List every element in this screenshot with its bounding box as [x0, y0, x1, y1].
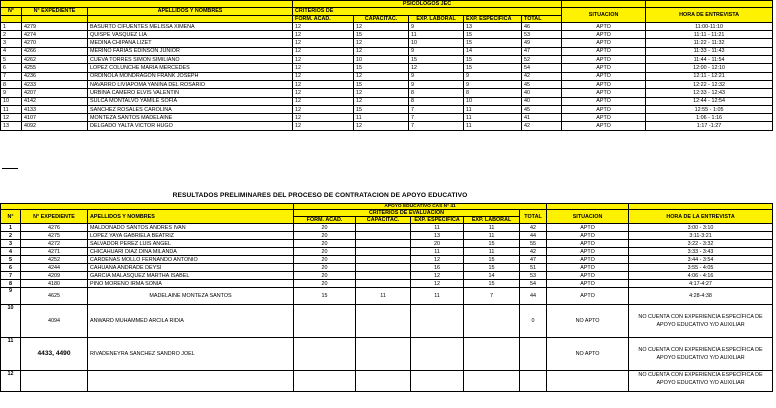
- table-row: [1, 56, 773, 64]
- table-cell: 8: [1, 280, 21, 288]
- table-cell: 13: [411, 232, 464, 240]
- table-cell: APTO: [562, 31, 646, 39]
- table-cell: 12: [293, 47, 354, 55]
- table-cell: 53: [522, 31, 562, 39]
- table-cell: 12: [293, 97, 354, 105]
- blank-header: [1, 1, 293, 8]
- table-cell: 4:06 - 4:16: [629, 272, 773, 280]
- table-cell: 8: [409, 89, 464, 97]
- table-cell: APTO: [562, 56, 646, 64]
- table-row: [1, 256, 773, 264]
- table-row: [1, 280, 773, 288]
- table-row: [1, 89, 773, 97]
- header-num: N°: [1, 8, 22, 15]
- table-cell: 15: [464, 39, 522, 47]
- table-row: [1, 272, 773, 280]
- table-cell: APTO: [547, 240, 629, 248]
- table-cell: 40: [522, 97, 562, 105]
- table-cell: APTO: [562, 89, 646, 97]
- table-cell: APTO: [547, 272, 629, 280]
- table-cell: 10: [409, 39, 464, 47]
- table-cell: 4: [1, 47, 22, 55]
- table-cell: 12: [411, 272, 464, 280]
- table-cell: 4279: [22, 22, 88, 30]
- table-cell: 4270: [22, 39, 88, 47]
- table-cell: 12: [293, 89, 354, 97]
- table-row: [1, 97, 773, 105]
- table-cell: 11: [464, 122, 522, 130]
- subtitle: APOYO EDUCATIVO CAS N° 41: [294, 204, 547, 210]
- table-cell: 20: [294, 232, 356, 240]
- table-cell: 9: [464, 80, 522, 88]
- t2-header-exp-laboral: EXP. LABORAL: [464, 217, 520, 224]
- table-cell: 12: [354, 39, 409, 47]
- header-exp-especifica: EXP. ESPECIFICA: [464, 15, 522, 22]
- table-cell: 1:17 -1:27: [646, 122, 773, 130]
- table-cell: MEDINA CHIPANA LIZET: [88, 39, 293, 47]
- table-cell: 47: [520, 256, 547, 264]
- table-cell: 4255: [22, 64, 88, 72]
- table-cell: 12: [293, 105, 354, 113]
- table-cell: 9: [409, 80, 464, 88]
- criterios-header: CRITERIOS DE: [293, 8, 562, 15]
- t2-header-expediente: N° EXPEDIENTE: [21, 210, 88, 224]
- table-cell: APTO: [562, 80, 646, 88]
- table-cell: APTO: [562, 22, 646, 30]
- table-cell: 11: [464, 105, 522, 113]
- table-cell: 15: [464, 240, 520, 248]
- table-cell: 8: [1, 80, 22, 88]
- header-hora: HORA DE ENTREVISTA: [646, 8, 773, 23]
- table-cell: APTO: [547, 256, 629, 264]
- table-cell: 4207: [22, 89, 88, 97]
- table-row: [1, 114, 773, 122]
- table-cell: [356, 240, 411, 248]
- table-cell: 7: [1, 72, 22, 80]
- table-cell: 11: [411, 248, 464, 256]
- table-cell: 4107: [22, 114, 88, 122]
- table-cell: 4209: [21, 272, 88, 280]
- table-cell: 14: [464, 47, 522, 55]
- table-cell: ORDINOLA MONDRAGON FRANK JOSEPH: [88, 72, 293, 80]
- table-cell: 12: [411, 256, 464, 264]
- table-cell: 1: [1, 22, 22, 30]
- table-row: [1, 224, 773, 232]
- table-cell: 11:44 - 11:54: [646, 56, 773, 64]
- table-cell: MALDONADO SANTOS ANDRES IVAN: [88, 224, 294, 232]
- table-cell: 4: [1, 248, 21, 256]
- table-cell: LOPEZ YAYA GABRIELA BEATRIZ: [88, 232, 294, 240]
- table-cell: 7: [1, 272, 21, 280]
- table-cell: 15: [464, 280, 520, 288]
- table-cell: 9: [1, 89, 22, 97]
- table-cell: 12: [354, 22, 409, 30]
- table-cell: 42: [520, 224, 547, 232]
- table-cell: 15: [354, 64, 409, 72]
- table-cell: SANCHEZ ROSALES CAROLINA: [88, 105, 293, 113]
- table-row: [1, 240, 773, 248]
- table-cell: 11:22 - 11:32: [646, 39, 773, 47]
- table-row: 11 4433, 4490 RIVADENEYRA SANCHEZ SANDRO JOEL NO APTO NO CUENTA CON EXPERIENCIA ESPECÍFICA DE APOYO EDUCATIVO Y/O AUXILIAR: [1, 338, 773, 371]
- table-cell: 11: [411, 224, 464, 232]
- table-cell: 9: [409, 72, 464, 80]
- table-cell: 11: [464, 248, 520, 256]
- table-cell: 1: [1, 224, 21, 232]
- table-cell: 12: [293, 122, 354, 130]
- table-cell: APTO: [562, 39, 646, 47]
- apoyo-educativo-table: [0, 203, 773, 392]
- table-cell: 15: [354, 105, 409, 113]
- table-cell: APTO: [562, 105, 646, 113]
- table-cell: 13: [1, 122, 22, 130]
- table-cell: APTO: [562, 64, 646, 72]
- header-capacitac: CAPACITAC.: [354, 15, 409, 22]
- table-row: [1, 72, 773, 80]
- table-cell: 3:11-3:21: [629, 232, 773, 240]
- table-cell: 45: [522, 105, 562, 113]
- table-cell: APTO: [562, 47, 646, 55]
- t2-header-exp-especifica: EXP. ESPECIFICA: [411, 217, 464, 224]
- header-total: TOTAL: [522, 15, 562, 22]
- table-cell: APTO: [562, 72, 646, 80]
- t2-header-capacitac: CAPACITAC.: [356, 217, 411, 224]
- table-cell: 55: [520, 240, 547, 248]
- table-cell: 54: [520, 280, 547, 288]
- table-cell: 41: [522, 114, 562, 122]
- table-cell: 4:17-4:27: [629, 280, 773, 288]
- table-cell: 3: [1, 39, 22, 47]
- table-cell: 10: [1, 97, 22, 105]
- header-expediente: N° EXPEDIENTE: [22, 8, 88, 15]
- table-cell: 15: [409, 56, 464, 64]
- table-cell: 10: [354, 56, 409, 64]
- t2-criterios: CRITERIOS DE EVALUACIÓN: [294, 210, 520, 217]
- table-cell: 40: [522, 89, 562, 97]
- table-cell: 6: [1, 264, 21, 272]
- table-cell: 12:22 - 12:32: [646, 80, 773, 88]
- table-cell: 16: [411, 264, 464, 272]
- table-cell: 5: [1, 256, 21, 264]
- table-cell: 4133: [22, 105, 88, 113]
- table-cell: 4271: [21, 248, 88, 256]
- table-cell: APTO: [547, 224, 629, 232]
- table-cell: 20: [294, 256, 356, 264]
- table-cell: MERINO FARIAS EDINSON JUNIOR: [88, 47, 293, 55]
- table-cell: 42: [520, 248, 547, 256]
- table-cell: CARDENAS MOLLO FERNANDO ANTONIO: [88, 256, 294, 264]
- t2-header-nombres: APELLIDOS Y NOMBRES: [88, 210, 294, 224]
- table-cell: LOPEZ COLUNCHE MARIA MERCEDES: [88, 64, 293, 72]
- table-cell: 7: [409, 114, 464, 122]
- table-cell: 4233: [22, 80, 88, 88]
- table-cell: 8: [409, 97, 464, 105]
- table-cell: 11:33 - 11:43: [646, 47, 773, 55]
- table-cell: 12: [293, 64, 354, 72]
- table-cell: 3:55 - 4:05: [629, 264, 773, 272]
- table-cell: 12:00 - 12:10: [646, 64, 773, 72]
- table-cell: URBINA CAMERO ELVIS VALENTIN: [88, 89, 293, 97]
- table-cell: 3: [1, 240, 21, 248]
- table-cell: CUEVA TORRES SIMON SIMILIANO: [88, 56, 293, 64]
- table-cell: APTO: [547, 248, 629, 256]
- table-cell: 11: [464, 232, 520, 240]
- table-cell: [356, 272, 411, 280]
- table-cell: 8: [464, 89, 522, 97]
- psicologos-table: [0, 0, 773, 131]
- t2-header-situacion: SITUACION: [547, 210, 629, 224]
- table-cell: 47: [522, 47, 562, 55]
- table-cell: [356, 256, 411, 264]
- table-cell: 12: [354, 97, 409, 105]
- table-cell: 49: [522, 39, 562, 47]
- table-cell: 53: [520, 272, 547, 280]
- table-cell: 3:22 - 3:32: [629, 240, 773, 248]
- table-cell: CHICAHUARI DIAZ DINA MILANDA: [88, 248, 294, 256]
- separator-line: [2, 168, 18, 169]
- table-cell: 42: [522, 72, 562, 80]
- table-cell: BASURTO CIFUENTES MELISSA XIMENA: [88, 22, 293, 30]
- table-cell: [356, 264, 411, 272]
- table-cell: 4274: [22, 31, 88, 39]
- table-cell: QUISPE VASQUEZ LIA: [88, 31, 293, 39]
- table-cell: 2: [1, 232, 21, 240]
- table-cell: 20: [294, 240, 356, 248]
- table-cell: SALVADOR PEREZ LUIS ANGEL: [88, 240, 294, 248]
- table-cell: 5: [1, 56, 22, 64]
- table-cell: 15: [354, 80, 409, 88]
- table-cell: 9: [464, 72, 522, 80]
- table-cell: 12:44 - 12:54: [646, 97, 773, 105]
- table-cell: 15: [464, 256, 520, 264]
- table-cell: 11: [464, 224, 520, 232]
- table-cell: 12: [354, 122, 409, 130]
- table-cell: 12: [293, 56, 354, 64]
- table-cell: 42: [522, 122, 562, 130]
- table-row: [1, 232, 773, 240]
- table-cell: 4142: [22, 97, 88, 105]
- table-row: [1, 64, 773, 72]
- table-row: [1, 22, 773, 30]
- table-row: [1, 80, 773, 88]
- table-row: [1, 31, 773, 39]
- table-cell: 12:33 - 12:43: [646, 89, 773, 97]
- table-cell: 7: [409, 105, 464, 113]
- table-cell: APTO: [562, 114, 646, 122]
- table-row: 9 4625 MADELAINE MONTEZA SANTOS 15 11 11 7 44 APTO 4:28-4:38: [1, 288, 773, 305]
- table-cell: 4252: [21, 256, 88, 264]
- table-cell: 12: [354, 47, 409, 55]
- table-cell: 3:33 - 3:43: [629, 248, 773, 256]
- table-cell: 12: [293, 31, 354, 39]
- table-cell: [356, 280, 411, 288]
- table-cell: 20: [294, 224, 356, 232]
- table-row: [1, 105, 773, 113]
- table-cell: 51: [520, 264, 547, 272]
- table-cell: 14: [464, 272, 520, 280]
- table-cell: NAVARRO LIVIAPOMA YANINA DEL ROSARIO: [88, 80, 293, 88]
- table-cell: 11: [464, 114, 522, 122]
- table-cell: DELGADO YALTA VICTOR HUGO: [88, 122, 293, 130]
- table-cell: 1:06 - 1:16: [646, 114, 773, 122]
- table-cell: 12: [1, 114, 22, 122]
- table-cell: 15: [464, 31, 522, 39]
- table-cell: 4262: [22, 56, 88, 64]
- table-cell: 4092: [22, 122, 88, 130]
- table-row: [1, 122, 773, 130]
- header-nombres: APELLIDOS Y NOMBRES: [88, 8, 293, 15]
- table-cell: APTO: [562, 97, 646, 105]
- table-cell: 7: [409, 122, 464, 130]
- table-cell: 52: [522, 56, 562, 64]
- table-cell: 20: [294, 272, 356, 280]
- table-cell: 45: [522, 80, 562, 88]
- table-cell: 12: [409, 64, 464, 72]
- table-cell: APTO: [562, 122, 646, 130]
- table-cell: APTO: [547, 232, 629, 240]
- table-cell: 2: [1, 31, 22, 39]
- table-cell: 11: [1, 105, 22, 113]
- header-exp-laboral: EXP. LABORAL: [409, 15, 464, 22]
- table-cell: 6: [1, 64, 22, 72]
- table-cell: 44: [520, 232, 547, 240]
- table-cell: APTO: [547, 280, 629, 288]
- table-cell: SULCA MONTALVO YAMILE SOFIA: [88, 97, 293, 105]
- t2-header-hora: HORA DE LA ENTREVISTA: [629, 210, 773, 224]
- table-cell: 20: [294, 280, 356, 288]
- table-cell: 4266: [22, 47, 88, 55]
- table-cell: 15: [464, 64, 522, 72]
- table-cell: 11:11 - 11:21: [646, 31, 773, 39]
- table-cell: 12: [293, 39, 354, 47]
- table-cell: 12: [293, 22, 354, 30]
- table-cell: 4236: [22, 72, 88, 80]
- header-situacion: SITUACION: [562, 8, 646, 23]
- table-cell: 3:00 - 3:10: [629, 224, 773, 232]
- table-cell: 12: [354, 72, 409, 80]
- table-cell: 15: [464, 264, 520, 272]
- table-cell: 20: [294, 248, 356, 256]
- table-cell: APTO: [547, 264, 629, 272]
- table-cell: 20: [294, 264, 356, 272]
- table-row: [1, 264, 773, 272]
- table-cell: 4244: [21, 264, 88, 272]
- table-cell: CAHUANA ANDRADE DEYSI: [88, 264, 294, 272]
- table-cell: 4275: [21, 232, 88, 240]
- table-row: [1, 39, 773, 47]
- table-cell: 15: [464, 56, 522, 64]
- table-cell: 12: [354, 89, 409, 97]
- table-cell: 9: [409, 47, 464, 55]
- table-cell: MONTEZA SANTOS MADELAINE: [88, 114, 293, 122]
- table-cell: 54: [522, 64, 562, 72]
- table-cell: 11: [354, 114, 409, 122]
- group-header: PSICOLOGOS JEC: [293, 1, 562, 8]
- table-cell: 11:00-11:10: [646, 22, 773, 30]
- table-cell: 15: [354, 31, 409, 39]
- table-cell: 3:44 - 3:54: [629, 256, 773, 264]
- t2-header-total: TOTAL: [520, 210, 547, 224]
- table-cell: [356, 248, 411, 256]
- table-cell: 12:11 - 12:21: [646, 72, 773, 80]
- table-row: [1, 248, 773, 256]
- header-form-acad: FORM. ACAD.: [293, 15, 354, 22]
- table-row: [1, 47, 773, 55]
- table-cell: 4180: [21, 280, 88, 288]
- results-title: RESULTADOS PRELIMINARES DEL PROCESO DE CONTRATACION DE APOYO EDUCATIVO: [172, 192, 468, 199]
- table-cell: 12: [293, 114, 354, 122]
- table-row: 10 4094 ANWARD MUHAMMED ARCILA RIDIA 0 NO APTO NO CUENTA CON EXPERIENCIA ESPECÍFICA DE APOYO EDUCATIVO Y/O AUXILIAR: [1, 305, 773, 338]
- table-cell: 4272: [21, 240, 88, 248]
- table-cell: [356, 224, 411, 232]
- table-row: 12 NO CUENTA CON EXPERIENCIA ESPECÍFICA DE APOYO EDUCATIVO Y/O AUXILIAR: [1, 371, 773, 392]
- table-cell: [356, 232, 411, 240]
- table-cell: 12: [293, 80, 354, 88]
- table-cell: 12: [411, 280, 464, 288]
- t2-header-num: N°: [1, 210, 21, 224]
- table-cell: PINO MORENO IRMA SONIA: [88, 280, 294, 288]
- t2-header-form-acad: FORM. ACAD.: [294, 217, 356, 224]
- table-cell: 12:55 - 1:05: [646, 105, 773, 113]
- table-cell: 9: [409, 22, 464, 30]
- table-cell: 12: [293, 72, 354, 80]
- table-cell: 46: [522, 22, 562, 30]
- table-cell: 13: [464, 22, 522, 30]
- table-cell: 10: [464, 97, 522, 105]
- table-cell: 20: [411, 240, 464, 248]
- table-cell: GARCIA MALASQUEZ MARTHA ISABEL: [88, 272, 294, 280]
- table-cell: 4276: [21, 224, 88, 232]
- table-cell: 11: [409, 31, 464, 39]
